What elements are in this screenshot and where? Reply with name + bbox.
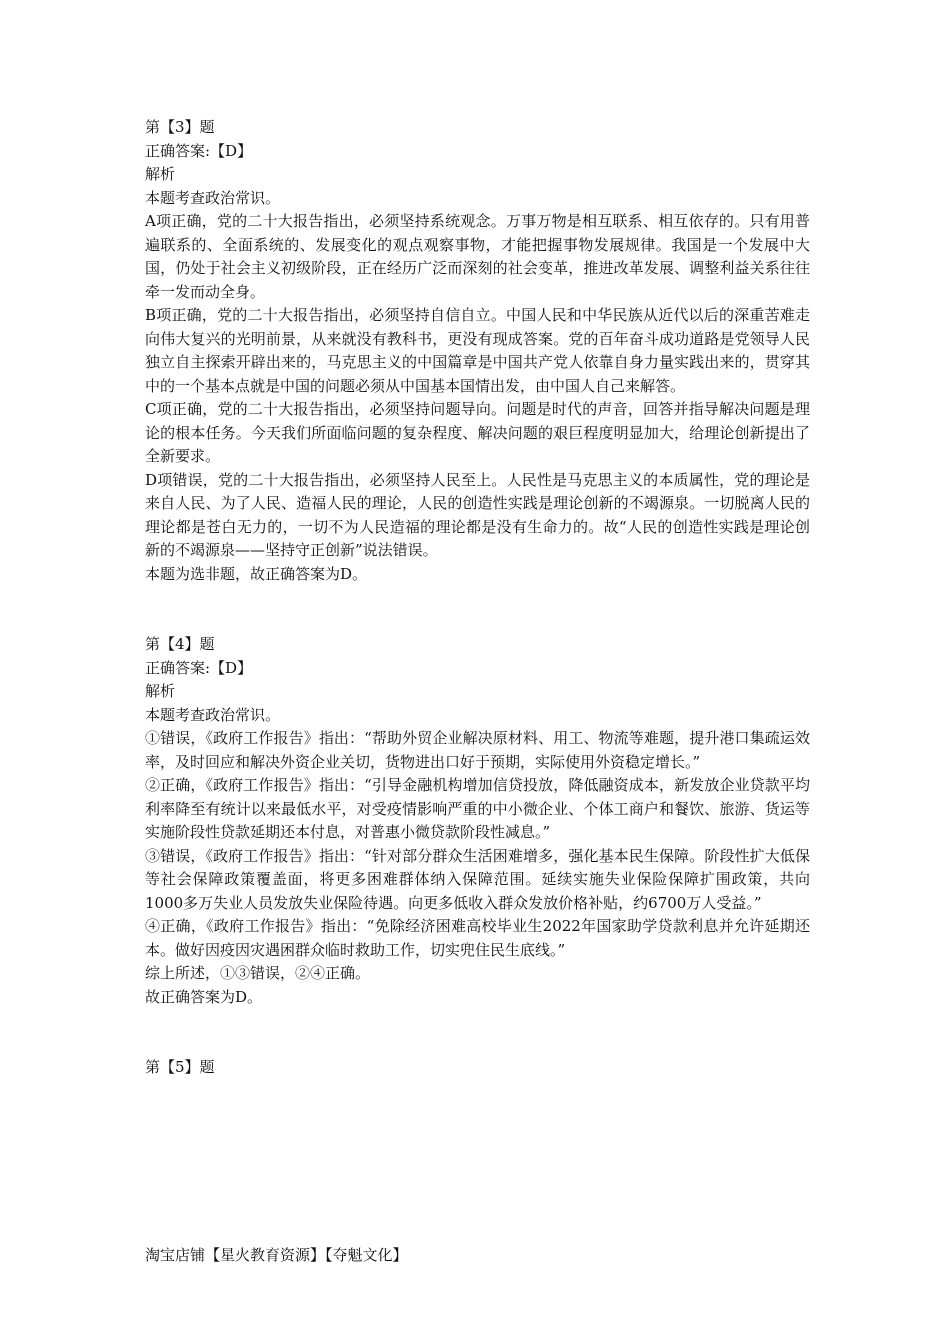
question-heading: 第【4】题 (145, 635, 215, 653)
analysis-paragraph: B项正确，党的二十大报告指出，必须坚持自信自立。中国人民和中华民族从近代以后的深重苦难走向伟大复兴的光明前景，从来就没有教科书，更没有现成答案。党的百年奋斗成功道路是党领导人民独立自主探索开辟出来的，马克思主义的中国篇章是中国共产党人依靠自身力量实践出来的，贯穿其中的一个基本点就是中国的问题必须从中国基本国情出发，由中国人自己来解答。 (145, 306, 810, 395)
analysis-label: 解析 (145, 165, 176, 183)
correct-answer: 正确答案:【D】 (145, 141, 253, 160)
analysis-paragraph: 本题考查政治常识。 (145, 705, 281, 724)
analysis-paragraph: 本题为选非题，故正确答案为D。 (145, 564, 368, 583)
question-3-section (145, 116, 810, 586)
correct-answer: 正确答案:【D】 (145, 658, 253, 677)
analysis-paragraph: D项错误，党的二十大报告指出，必须坚持人民至上。人民性是马克思主义的本质属性，党的理论是来自人民、为了人民、造福人民的理论，人民的创造性实践是理论创新的不竭源泉。一切脱离人民的理论都是苍白无力的，一切不为人民造福的理论都是没有生命力的。故“人民的创造性实践是理论创新的不竭源泉——坚持守正创新”说法错误。 (145, 470, 810, 559)
document-content (145, 116, 810, 1080)
analysis-paragraph: C项正确，党的二十大报告指出，必须坚持问题导向。问题是时代的声音，回答并指导解决问题是理论的根本任务。今天我们所面临问题的复杂程度、解决问题的艰巨程度明显加大，给理论创新提出了全新要求。 (145, 400, 810, 465)
footer-shop-note: 淘宝店铺【星火教育资源】【夺魁文化】 (145, 1246, 408, 1264)
question-4-section (145, 633, 810, 1009)
analysis-paragraph: ④正确，《政府工作报告》指出：“免除经济困难高校毕业生2022年国家助学贷款利息并允许延期还本。做好因疫因灾遇困群众临时救助工作，切实兜住民生底线。” (145, 917, 810, 959)
analysis-label: 解析 (145, 682, 176, 700)
analysis-paragraph: ③错误，《政府工作报告》指出：“针对部分群众生活困难增多，强化基本民生保障。阶段性扩大低保等社会保障政策覆盖面，将更多困难群体纳入保障范围。延续实施失业保险保障扩围政策，共向1000多万失业人员发放失业保险待遇。向更多低收入群众发放价格补贴，约6700万人受益。” (145, 846, 810, 912)
analysis-paragraph: 综上所述，①③错误，②④正确。 (145, 964, 371, 982)
analysis-paragraph: 本题考查政治常识。 (145, 188, 281, 207)
analysis-paragraph: 故正确答案为D。 (145, 987, 263, 1006)
analysis-paragraph: ①错误，《政府工作报告》指出：“帮助外贸企业解决原材料、用工、物流等难题，提升港口集疏运效率，及时回应和解决外资企业关切，货物进出口好于预期，实际使用外资稳定增长。” (145, 729, 810, 771)
question-heading: 第【5】题 (145, 1058, 215, 1076)
question-heading: 第【3】题 (145, 118, 215, 136)
analysis-paragraph: A项正确，党的二十大报告指出，必须坚持系统观念。万事万物是相互联系、相互依存的。只有用普遍联系的、全面系统的、发展变化的观点观察事物，才能把握事物发展规律。我国是一个发展中大国，仍处于社会主义初级阶段，正在经历广泛而深刻的社会变革，推进改革发展、调整利益关系往往牵一发而动全身。 (145, 212, 810, 301)
question-5-section (145, 1056, 810, 1080)
analysis-paragraph: ②正确，《政府工作报告》指出：“引导金融机构增加信贷投放，降低融资成本，新发放企业贷款平均利率降至有统计以来最低水平，对受疫情影响严重的中小微企业、个体工商户和餐饮、旅游、货运等实施阶段性贷款延期还本付息，对普惠小微贷款阶段性减息。” (145, 776, 810, 841)
